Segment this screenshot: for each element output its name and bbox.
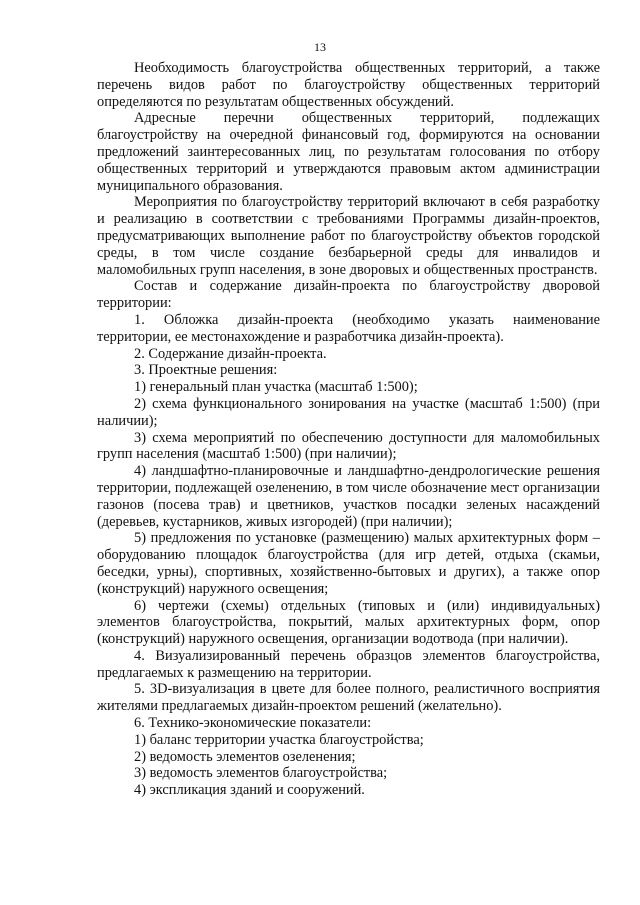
sublist-item-1-territory-balance: 1) баланс территории участка благоустройства; bbox=[134, 731, 424, 748]
sublist-item-6-drawings: 6) чертежи (схемы) отдельных (типовых и (или) индивидуальных) элементов благоустройства, покрытий, малых архитектурных форм, опор (конструкций) наружного освещения, организации водотвода (при наличии). bbox=[97, 597, 600, 648]
paragraph-address-lists: Адресные перечни общественных территорий, подлежащих благоустройству на очередной финансовый год, формируются на основании предложений заинтересованных лиц, по результатам голосования по отбору общественных территорий и утверждаются правовым актом администрации муниципального образования. bbox=[97, 110, 600, 194]
sublist-item-3-accessibility-scheme: 3) схема мероприятий по обеспечению доступности для маломобильных групп населения (масштаб 1:500) (при наличии); bbox=[97, 429, 600, 463]
list-item-4-visualized-list: 4. Визуализированный перечень образцов элементов благоустройства, предлагаемых к размещению на территории. bbox=[97, 647, 600, 681]
list-item-3-design-solutions: 3. Проектные решения: bbox=[134, 362, 278, 379]
page-number: 13 bbox=[314, 40, 326, 54]
paragraph-activities: Мероприятия по благоустройству территорий включают в себя разработку и реализацию в соответствии с требованиями Программы дизайн-проектов, предусматривающих выполнение работ по благоустройству объектов городской среды, в том числе создание безбарьерной среды для инвалидов и маломобильных групп населения, в зоне дворовых и общественных пространств. bbox=[97, 194, 600, 278]
sublist-item-3-improvement-elements: 3) ведомость элементов благоустройства; bbox=[134, 765, 388, 782]
list-item-6-technical-indicators: 6. Технико-экономические показатели: bbox=[134, 715, 372, 732]
sublist-item-2-greenery-list: 2) ведомость элементов озеленения; bbox=[134, 748, 356, 765]
sublist-item-5-small-forms: 5) предложения по установке (размещению) малых архитектурных форм – оборудованию площадок благоустройства (для игр детей, отдыха (скамьи, беседки, урны), спортивных, хозяйственно-бытовых и других), а также опор (конструкций) наружного освещения; bbox=[97, 530, 600, 597]
sublist-item-4-buildings-explication: 4) экспликация зданий и сооружений. bbox=[134, 782, 365, 799]
document-body bbox=[97, 60, 600, 799]
sublist-item-1-general-plan: 1) генеральный план участка (масштаб 1:500); bbox=[134, 379, 418, 396]
list-item-1-cover: 1. Обложка дизайн-проекта (необходимо указать наименование территории, ее местонахождение и разработчика дизайн-проекта). bbox=[97, 311, 600, 345]
sublist-item-4-landscape-solutions: 4) ландшафтно-планировочные и ландшафтно-дендрологические решения территории, подлежащей озеленению, в том числе обозначение мест организации газонов (посева трав) и цветников, участков посадки зеленых насаждений (деревьев, кустарников, живых изгородей) (при наличии); bbox=[97, 463, 600, 530]
sublist-item-2-zoning-scheme: 2) схема функционального зонирования на участке (масштаб 1:500) (при наличии); bbox=[97, 395, 600, 429]
list-item-2-contents: 2. Содержание дизайн-проекта. bbox=[134, 345, 327, 362]
paragraph-public-areas-necessity: Необходимость благоустройства общественных территорий, а также перечень видов работ по благоустройству общественных территорий определяются по результатам общественных обсуждений. bbox=[97, 60, 600, 110]
paragraph-design-project-composition: Состав и содержание дизайн-проекта по благоустройству дворовой территории: bbox=[97, 278, 600, 312]
list-item-5-3d-visualization: 5. 3D-визуализация в цвете для более полного, реалистичного восприятия жителями предлагаемых дизайн-проектом решений (желательно). bbox=[97, 681, 600, 715]
